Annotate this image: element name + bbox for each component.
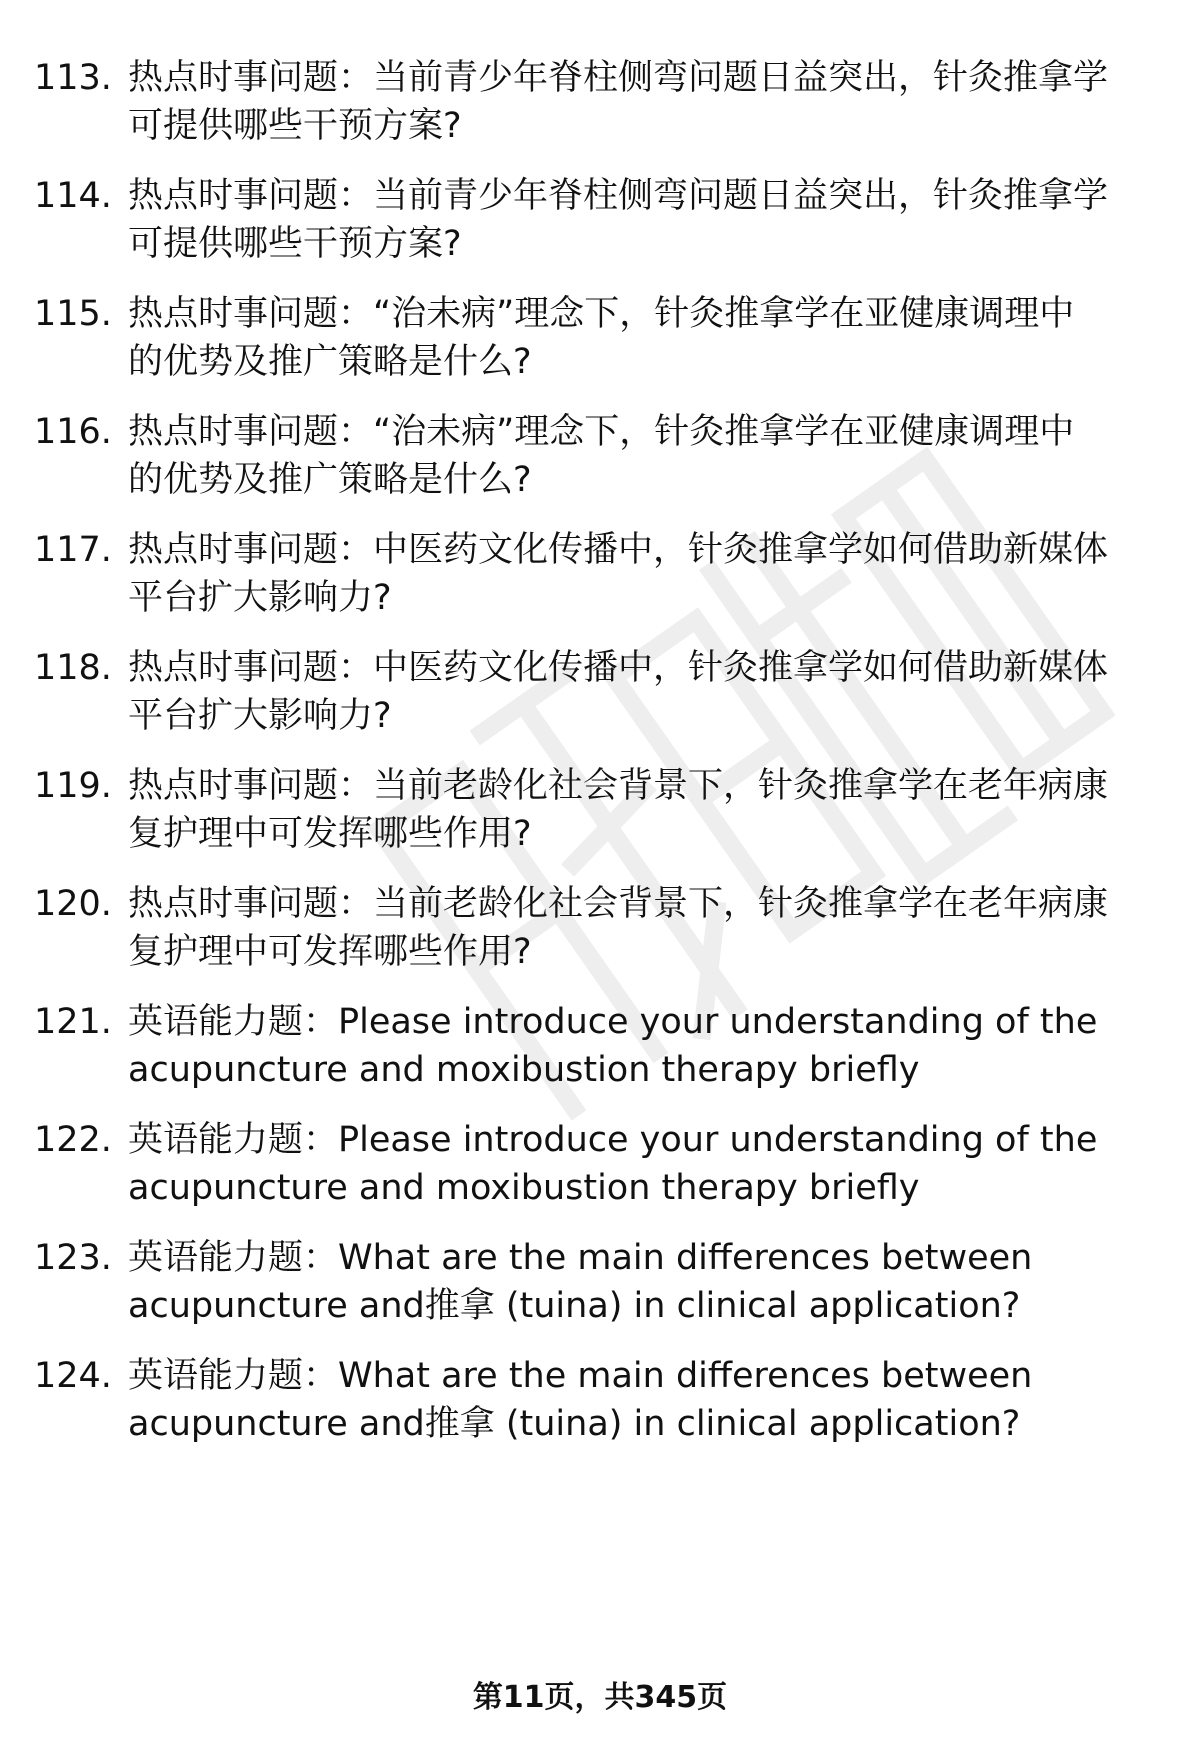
question-item [0, 290, 1200, 400]
question-item [0, 172, 1200, 282]
question-line: 热点时事问题：中医药文化传播中，针灸推拿学如何借助新媒体 [128, 530, 1109, 570]
question-item [0, 762, 1200, 872]
question-number: 118. [34, 648, 112, 688]
question-line: 复护理中可发挥哪些作用? [128, 932, 532, 972]
question-text [128, 526, 1148, 622]
question-text [128, 644, 1148, 740]
question-line: 可提供哪些干预方案? [128, 106, 462, 146]
question-line: acupuncture and推拿 (tuina) in clinical application? [128, 1404, 1021, 1444]
question-line: 热点时事问题：“治未病”理念下，针灸推拿学在亚健康调理中 [128, 412, 1075, 452]
question-line: 英语能力题：What are the main differences between [128, 1238, 1033, 1278]
question-line: 热点时事问题：当前青少年脊柱侧弯问题日益突出，针灸推拿学 [128, 176, 1109, 216]
question-number: 120. [34, 884, 112, 924]
question-line: 的优势及推广策略是什么? [128, 460, 532, 500]
question-number: 121. [34, 1002, 112, 1042]
question-text [128, 880, 1148, 976]
question-line: acupuncture and moxibustion therapy briefly [128, 1168, 920, 1208]
question-line: 的优势及推广策略是什么? [128, 342, 532, 382]
question-item [0, 54, 1200, 164]
question-line: acupuncture and推拿 (tuina) in clinical application? [128, 1286, 1021, 1326]
question-text [128, 1116, 1148, 1212]
question-text [128, 54, 1148, 150]
question-text [128, 762, 1148, 858]
question-line: 平台扩大影响力? [128, 578, 392, 618]
question-item [0, 1234, 1200, 1344]
question-number: 119. [34, 766, 112, 806]
question-line: 热点时事问题：“治未病”理念下，针灸推拿学在亚健康调理中 [128, 294, 1075, 334]
question-text [128, 408, 1148, 504]
question-text [128, 1234, 1148, 1330]
question-item [0, 1352, 1200, 1462]
question-item [0, 644, 1200, 754]
question-number: 115. [34, 294, 112, 334]
question-line: 热点时事问题：当前青少年脊柱侧弯问题日益突出，针灸推拿学 [128, 58, 1109, 98]
question-number: 123. [34, 1238, 112, 1278]
question-text [128, 1352, 1148, 1448]
question-number: 113. [34, 58, 112, 98]
question-number: 114. [34, 176, 112, 216]
question-text [128, 290, 1148, 386]
question-line: 英语能力题：Please introduce your understanding of the [128, 1002, 1098, 1042]
question-line: 热点时事问题：当前老龄化社会背景下，针灸推拿学在老年病康 [128, 884, 1109, 924]
question-line: 复护理中可发挥哪些作用? [128, 814, 532, 854]
page-footer: 第11页，共345页 [472, 1680, 728, 1715]
question-line: 英语能力题：What are the main differences between [128, 1356, 1033, 1396]
question-number: 116. [34, 412, 112, 452]
question-item [0, 880, 1200, 990]
question-line: 英语能力题：Please introduce your understanding of the [128, 1120, 1098, 1160]
question-line: 可提供哪些干预方案? [128, 224, 462, 264]
question-item [0, 526, 1200, 636]
question-text [128, 998, 1148, 1094]
question-number: 122. [34, 1120, 112, 1160]
question-number: 124. [34, 1356, 112, 1396]
question-text [128, 172, 1148, 268]
question-item [0, 998, 1200, 1108]
question-line: 热点时事问题：当前老龄化社会背景下，针灸推拿学在老年病康 [128, 766, 1109, 806]
question-line: acupuncture and moxibustion therapy briefly [128, 1050, 920, 1090]
question-item [0, 1116, 1200, 1226]
question-item [0, 408, 1200, 518]
question-line: 平台扩大影响力? [128, 696, 392, 736]
question-number: 117. [34, 530, 112, 570]
question-line: 热点时事问题：中医药文化传播中，针灸推拿学如何借助新媒体 [128, 648, 1109, 688]
